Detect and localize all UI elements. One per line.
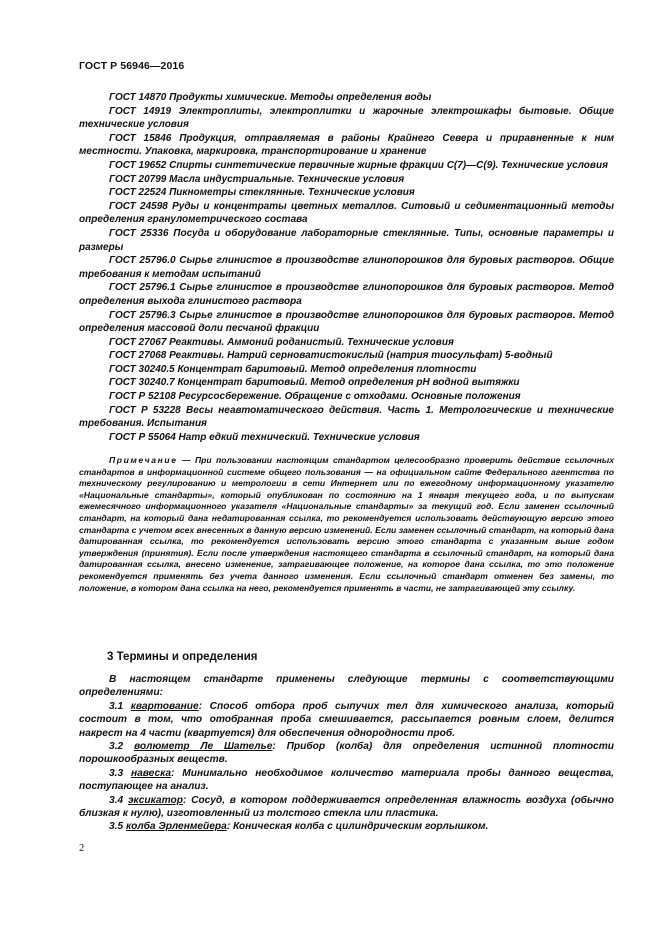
reference-item: ГОСТ 14919 Электроплиты, электроплитки и жарочные электрошкафы бытовые. Общие технические условия [79,105,614,131]
term-name: квартование [130,700,199,712]
reference-item: ГОСТ 14870 Продукты химические. Методы определения воды [109,92,432,103]
reference-item: ГОСТ 20799 Масла индустриальные. Технические условия [109,173,405,185]
term-name: эксикатор [127,794,183,806]
term-name: колба Эрленмейера [126,821,227,833]
term-item [79,820,614,833]
reference-item: ГОСТ Р 53228 Весы неавтоматического действия. Часть 1. Метрологические и технические требования. Испытания [79,404,614,430]
term-item [79,740,614,767]
term-item [79,794,614,821]
section-heading: 3 Термины и определения [107,651,258,663]
reference-item: ГОСТ Р 55064 Натр едкий технический. Технические условия [109,431,420,443]
reference-item: ГОСТ 22524 Пикнометры стеклянные. Технические условия [109,187,415,199]
term-name: навеска [130,767,172,779]
term-definition: : Сосуд, в котором поддерживается определенная влажность воздуха (обычно близкая к нулю), изготовленный из толстого стекла или пластика. [79,794,614,820]
term-definition: : Минимально необходимое количество материала пробы данного вещества, поступающее на анализ. [79,767,614,793]
reference-item: ГОСТ 15846 Продукция, отправляемая в районы Крайнего Севера и приравненные к ним местности. Упаковка, маркировка, транспортирование и хранение [79,132,614,158]
reference-item: ГОСТ Р 52108 Ресурсосбережение. Обращение с отходами. Основные положения [109,391,521,403]
term-definition: : Прибор (колба) для определения истинной плотности порошкообразных веществ. [79,741,614,766]
page-number: 2 [79,843,85,854]
term-item [79,767,614,794]
term-definition: : Коническая колба с цилиндрическим горлышком. [226,821,489,833]
reference-item: ГОСТ 25796.0 Сырье глинистое в производстве глинопорошков для буровых растворов. Общие требования к методам испытаний [79,255,614,280]
reference-item: ГОСТ 19652 Спирты синтетические первичные жирные фракции С(7)—С(9). Технические условия [109,159,608,171]
term-number: 3.1 [109,700,124,712]
reference-item: ГОСТ 27068 Реактивы. Натрий серноватистокислый (натрия тиосульфат) 5-водный [109,350,553,362]
note-block [79,455,614,594]
term-number: 3.3 [109,767,124,779]
term-item [79,700,614,740]
term-number: 3.4 [109,794,124,806]
reference-item: ГОСТ 25336 Посуда и оборудование лабораторные стеклянные. Типы, основные параметры и размеры [79,227,614,253]
term-number: 3.5 [109,821,124,833]
document-header: ГОСТ Р 56946—2016 [79,60,185,72]
terms-list [79,673,614,834]
term-number: 3.2 [109,741,124,753]
note-label: Примечание [109,455,178,465]
note-paragraph [79,455,614,594]
term-definition: : Способ отбора проб сыпучих тел для химического анализа, который состоит в том, что отобранная проба смешивается, рассыпается ровным слоем, делится накрест на 4 части (квартуется) для обеспечения однородности проб. [79,700,614,739]
normative-references-list [79,91,614,444]
terms-intro: В настоящем стандарте применены следующие термины с соответствующими определениями: [79,674,614,699]
reference-item: ГОСТ 25796.3 Сырье глинистое в производстве глинопорошков для буровых растворов. Метод определения массовой доли песчаной фракции [79,309,614,335]
reference-item: ГОСТ 27067 Реактивы. Аммоний роданистый. Технические условия [109,336,454,348]
reference-item: ГОСТ 24598 Руды и концентраты цветных металлов. Ситовый и седиментационный методы определения гранулометрического состава [79,200,614,226]
note-text: — При пользовании настоящим стандартом целесообразно проверить действие ссылочных стандартов в информационной системе общего пользования — на официальном сайте Федерального агентства по техническому регулированию и метрологии в сети Интернет или по ежегодному информационному указателю «Национальные стандарты», который опубликован по состоянию на 1 января текущего года, и по выпускам ежемесячного информационного указателя «Национальные стандарты» за текущий год. Если заменен ссылочный стандарт, на который дана недатированная ссылка, то рекомендуется использовать действующую версию этого стандарта с учетом всех внесенных в данную версию изменений. Если заменен ссылочный стандарт, на который дана датированная ссылка, то рекомендуется использовать версию этого стандарта с указанным выше годом утверждения (принятия). Если после утверждения настоящего стандарта в ссылочный стандарт, на который дана датированная ссылка, внесено изменение, затрагивающее положение, на которое дана ссылка, то это положение рекомендуется применять без учета данного изменения. Если ссылочный стандарт отменен без замены, то положение, в котором дана ссылка на него, рекомендуется применять в части, не затрагивающей эту ссылку. [79,455,614,593]
reference-item: ГОСТ 30240.5 Концентрат баритовый. Метод определения плотности [109,363,477,375]
reference-item: ГОСТ 30240.7 Концентрат баритовый. Метод определения pH водной вытяжки [109,377,520,389]
term-name: волюметр Ле Шателье [134,741,273,753]
reference-item: ГОСТ 25796.1 Сырье глинистое в производстве глинопорошков для буровых растворов. Метод определения выхода глинистого раствора [79,282,614,307]
